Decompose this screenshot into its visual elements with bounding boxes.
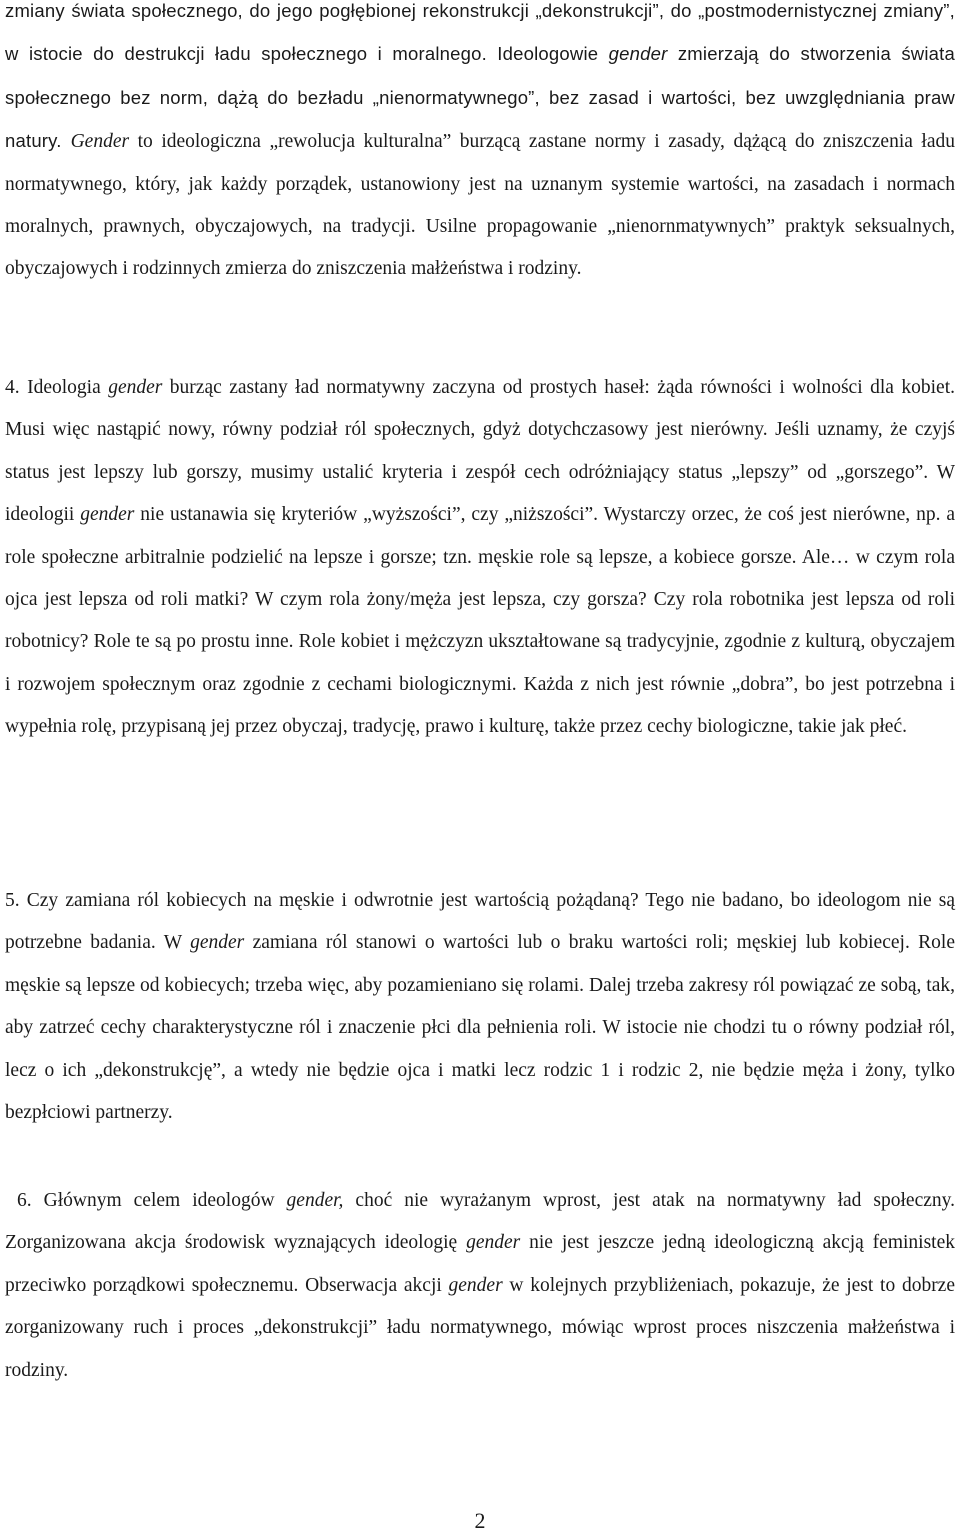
paragraph-text (5, 1180, 955, 1392)
paragraph-section-5 (5, 880, 955, 1134)
text-run: nie jest jeszcze jedną ideologiczną akcją feministek przeciwko porządkowi społecznemu. Obserwacja akcji (5, 1232, 955, 1296)
text-run: 5. Czy zamiana ról kobiecych na męskie i odwrotnie jest wartością pożądaną? Tego nie badano, bo ideologom nie są potrzebne badania. W (5, 890, 955, 954)
text-run: zmierzają do stworzenia świata społecznego bez norm, dążą do bezładu „nienormatywnego”, bez zasad i wartości, bez uwzględniania praw natury. (5, 43, 955, 152)
page-number: 2 (474, 1508, 486, 1533)
text-run: zmiany świata społecznego, do jego pogłębionej rekonstrukcji „dekonstrukcji”, do „postmodernistycznej zmiany”, w istocie do destrukcji ładu społecznego i moralnego. Ideologowie (5, 0, 955, 65)
text-run: w kolejnych przybliżeniach, pokazuje, że jest to dobrze zorganizowany ruch i proces „dekonstrukcji” ładu normatywnego, mówiąc wprost proces niszczenia małżeństwa i rodziny. (5, 1274, 955, 1381)
emphasis-text: gender (80, 504, 135, 526)
emphasis-text: gender (608, 43, 668, 65)
paragraph-section-4 (5, 367, 955, 749)
paragraph-text (5, 880, 955, 1134)
paragraph-text (5, 0, 955, 291)
text-run: zamiana ról stanowi o wartości lub o braku wartości roli; męskiej lub kobiecej. Role męskie są lepsze od kobiecych; trzeba więc, aby pozamieniano się rolami. Dalej trzeba zakresy ról powiązać ze sobą, tak, aby zatrzeć cechy charakterystyczne ról i znaczenie płci dla pełnienia roli. W istocie nie chodzi tu o równy podział ról, lecz o ich „dekonstrukcję”, a wtedy nie będzie ojca i matki lecz rodzic 1 i rodzic 2, nie będzie męża i żony, tylko bezpłciowi partnerzy. (5, 932, 955, 1124)
paragraph-section-6 (5, 1180, 955, 1392)
emphasis-text: gender, (286, 1190, 344, 1211)
paragraph-section-3 (5, 0, 955, 291)
text-run: nie ustanawia się kryteriów „wyższości”, czy „niższości”. Wystarczy orzec, że coś jest nierówne, np. a role społeczne arbitralnie podzielić na lepsze i gorsze; tzn. męskie role są lepsze, a kobiece gorsze. Ale… w czym rola ojca jest lepsza od roli matki? W czym rola żony/męża jest lepsza, czy gorsza? Czy rola robotnika jest lepsza od roli robotnicy? Role te są po prostu inne. Role kobiet i mężczyzn ukształtowane są tradycyjnie, zgodnie z kulturą, obyczajem i rozwojem społecznym oraz zgodnie z cechami biologicznymi. Każda z nich jest równie „dobra”, bo jest potrzebna i wypełnia rolę, przypisaną jej przez obyczaj, tradycję, prawo i kulturę, także przez cechy biologiczne, takie jak płeć. (5, 504, 955, 738)
emphasis-text: gender (448, 1274, 503, 1296)
text-run: 4. Ideologia (5, 377, 109, 398)
emphasis-text: gender (466, 1232, 521, 1254)
text-run: to ideologiczna „rewolucja kulturalna” burzącą zastane normy i zasady, dążącą do zniszczenia ładu normatywnego, który, jak każdy porządek, ustanowiony jest na uznanym systemie wartości, na zasadach i normach moralnych, prawnych, obyczajowych, na tradycji. Usilne propagowanie „nienornmatywnych” praktyk seksualnych, obyczajowych i rodzinnych zmierza do zniszczenia małżeństwa i rodziny. (5, 131, 955, 280)
emphasis-text: Gender (70, 131, 130, 153)
emphasis-text: gender (108, 377, 163, 398)
text-run: 6. Głównym celem ideologów (17, 1190, 287, 1211)
text-run: choć nie wyrażanym wprost, jest atak na normatywny ład społeczny. Zorganizowana akcja środowisk wyznających ideologię (5, 1190, 956, 1254)
emphasis-text: gender (190, 932, 245, 954)
text-run: burząc zastany ład normatywny zaczyna od prostych haseł: żąda równości i wolności dla kobiet. Musi więc nastąpić nowy, równy podział ról społecznych, gdyż dotychczasowy jest nierówny. Jeśli uznamy, że czyjś status jest lepszy lub gorszy, musimy ustalić kryteria i zespół cech odróżniający status „lepszy” od „gorszego”. W ideologii (5, 377, 955, 526)
paragraph-text (5, 367, 955, 749)
